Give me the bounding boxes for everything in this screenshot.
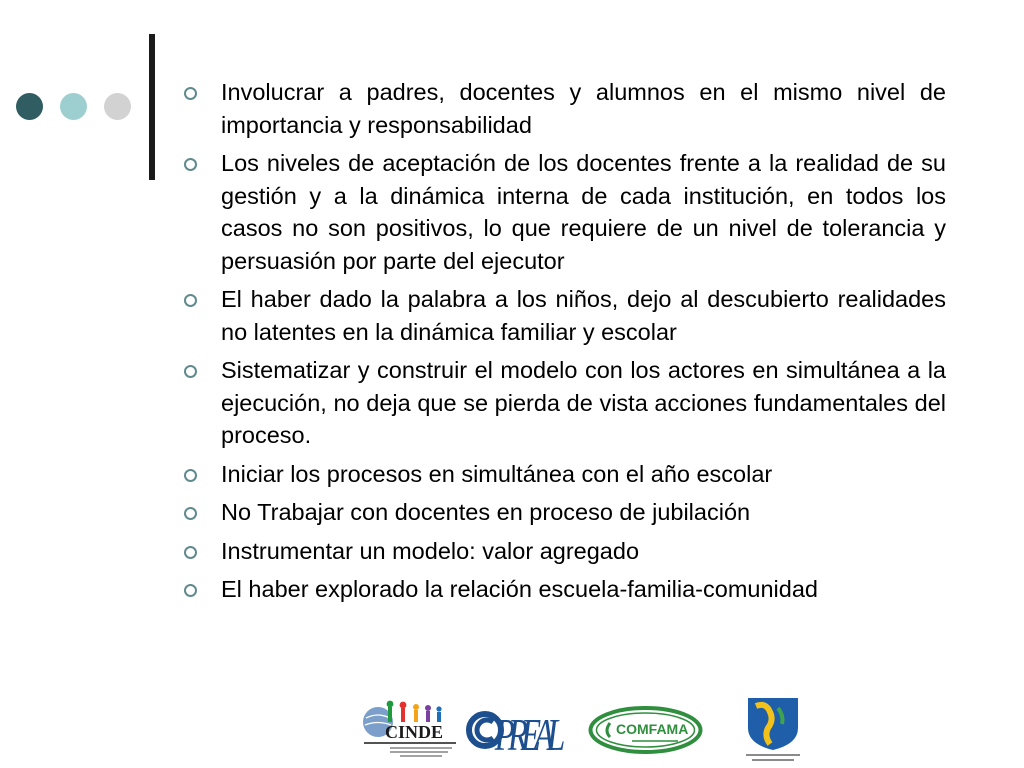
svg-text:CINDE: CINDE bbox=[385, 722, 444, 742]
bullet-item bbox=[184, 496, 946, 529]
bullet-item bbox=[184, 283, 946, 348]
bullet-text: Instrumentar un modelo: valor agregado bbox=[221, 537, 640, 564]
bullet-item bbox=[184, 573, 946, 606]
cinde-logo bbox=[360, 694, 460, 762]
svg-text:COMFAMA: COMFAMA bbox=[616, 721, 689, 737]
bullet-item bbox=[184, 458, 946, 491]
bullet-text: Iniciar los procesos en simultánea con el año escolar bbox=[221, 460, 773, 487]
preal-logo bbox=[466, 700, 582, 762]
bullet-list bbox=[184, 76, 946, 612]
bullet-text: El haber explorado la relación escuela-familia-comunidad bbox=[221, 576, 818, 602]
comfama-logo bbox=[588, 704, 703, 756]
bullet-circle-icon bbox=[184, 546, 197, 559]
bullet-text: El haber dado la palabra a los niños, dejo al descubierto realidades no latentes en la dinámica familiar y escolar bbox=[221, 286, 946, 345]
dot-gray bbox=[104, 93, 131, 120]
bullet-text: Sistematizar y construir el modelo con los actores en simultánea a la ejecución, no deja que se pierda de vista acciones fundamentales del proceso. bbox=[221, 357, 946, 448]
decorative-dots bbox=[16, 93, 136, 121]
bullet-item bbox=[184, 76, 946, 141]
bullet-text: Los niveles de aceptación de los docentes frente a la realidad de su gestión y a la dinámica interna de cada institución, en todos los casos no son positivos, lo que requiere de un nivel de tolerancia y persuasión por parte del ejecutor bbox=[221, 150, 946, 274]
bullet-circle-icon bbox=[184, 365, 197, 378]
bullet-circle-icon bbox=[184, 584, 197, 597]
bullet-item bbox=[184, 535, 946, 568]
bullet-circle-icon bbox=[184, 469, 197, 482]
dot-light-teal bbox=[60, 93, 87, 120]
bullet-text: Involucrar a padres, docentes y alumnos en el mismo nivel de importancia y responsabilidad bbox=[221, 79, 946, 138]
dot-dark-teal bbox=[16, 93, 43, 120]
bullet-item bbox=[184, 354, 946, 452]
bid-logo bbox=[738, 694, 808, 764]
bullet-circle-icon bbox=[184, 507, 197, 520]
bullet-item bbox=[184, 147, 946, 277]
bullet-text: No Trabajar con docentes en proceso de jubilación bbox=[221, 499, 751, 525]
bullet-circle-icon bbox=[184, 87, 197, 100]
bullet-circle-icon bbox=[184, 158, 197, 171]
bullet-circle-icon bbox=[184, 294, 197, 307]
vertical-divider bbox=[149, 34, 155, 180]
svg-text:PREAL: PREAL bbox=[494, 708, 566, 761]
sponsor-logos bbox=[360, 694, 805, 764]
